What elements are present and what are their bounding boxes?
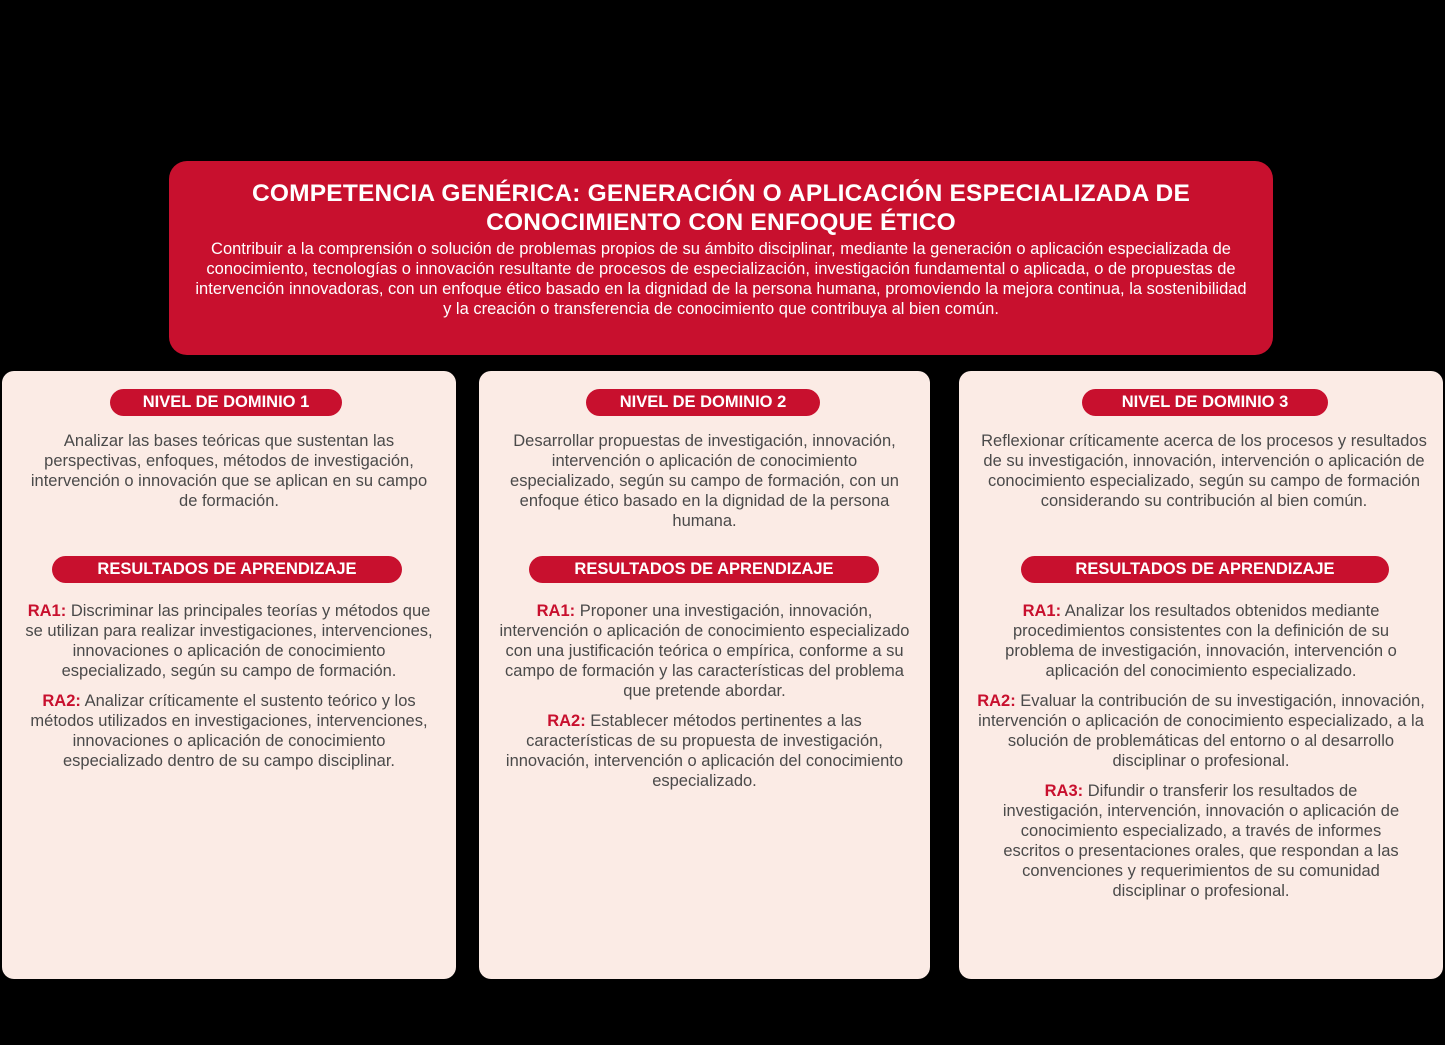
result-code: RA1: [1022,602,1062,620]
competencia-description: Contribuir a la comprensión o solución de problemas propios de su ámbito disciplinar, mediante la generación o aplicación especializada de conocimiento, tecnologías o innovación resultante de procesos de especialización, investigación fundamental o aplicada, o de propuestas de intervención innovadoras, con un enfoque ético basado en la dignidad de la persona humana, promoviendo la mejora continua, la sostenibilidad y la creación o transferencia de conocimiento que contribuya al bien común. [195,240,1247,318]
result-text: Proponer una investigación, innovación, intervención o aplicación de conocimiento especializado con una justificación teórica o empírica, conforme a su campo de formación y las características del problema que pretende abordar. [499,602,910,700]
result-code: RA2: [547,712,586,730]
result-code: RA1: [536,602,576,620]
level-3-title: NIVEL DE DOMINIO 3 [1082,389,1328,416]
result-text: Analizar críticamente el sustento teórico y los métodos utilizados en investigaciones, intervenciones, innovaciones o aplicación de conocimiento especializado dentro de su campo disciplinar. [30,692,428,770]
level-2-results-title: RESULTADOS DE APRENDIZAJE [529,556,879,583]
level-1-results [24,601,434,781]
result-text: Evaluar la contribución de su investigación, innovación, intervención o aplicación de conocimiento especializado, a la solución de problemáticas del entorno o al desarrollo disciplinar o profesional. [978,692,1425,770]
competencia-box [169,161,1273,355]
level-1-results-title: RESULTADOS DE APRENDIZAJE [52,556,402,583]
level-3-result-3 [977,781,1425,901]
result-code: RA2: [977,692,1016,710]
level-2-result-1 [495,601,914,701]
level-2-result-2 [495,711,914,791]
level-1-description: Analizar las bases teóricas que sustentan las perspectivas, enfoques, métodos de investigación, intervención o innovación que se aplican en su campo de formación. [30,432,428,510]
result-code: RA2: [42,692,81,710]
level-1-title: NIVEL DE DOMINIO 1 [110,389,342,416]
level-3-result-1 [977,601,1425,681]
result-text: Difundir o transferir los resultados de investigación, intervención, innovación o aplicación de conocimiento especializado, a través de informes escritos o presentaciones orales, que respondan a las convenciones y requerimientos de su comunidad disciplinar o profesional. [1002,782,1400,900]
competencia-title: COMPETENCIA GENÉRICA: GENERACIÓN O APLICACIÓN ESPECIALIZADA DE CONOCIMIENTO CON ENFOQUE ÉTICO [251,180,1190,236]
level-3-card [959,371,1443,979]
level-2-description: Desarrollar propuestas de investigación, innovación, intervención o aplicación de conocimiento especializado, según su campo de formación, con un enfoque ético basado en la dignidad de la persona humana. [510,432,899,530]
result-text: Discriminar las principales teorías y métodos que se utilizan para realizar investigaciones, intervenciones, innovaciones o aplicación de conocimiento especializado, según su campo de formación. [25,602,433,680]
result-code: RA3: [1044,782,1084,800]
level-3-description: Reflexionar críticamente acerca de los procesos y resultados de su investigación, innovación, intervención o aplicación de conocimiento especializado, según su campo de formación considerando su contribución al bien común. [981,432,1427,510]
result-text: Establecer métodos pertinentes a las características de su propuesta de investigación, innovación, intervención o aplicación del conocimiento especializado. [505,712,904,790]
level-3-result-2 [977,691,1425,771]
level-3-results-title: RESULTADOS DE APRENDIZAJE [1021,556,1389,583]
level-2-title: NIVEL DE DOMINIO 2 [586,389,820,416]
level-3-results [977,601,1425,911]
level-1-result-1 [24,601,434,681]
result-text: Analizar los resultados obtenidos mediante procedimientos consistentes con la definición de su problema de investigación, innovación, intervención o aplicación del conocimiento especializado. [1005,602,1397,680]
result-code: RA1: [27,602,67,620]
level-2-results [495,601,914,801]
level-1-card [2,371,456,979]
level-2-card [479,371,930,979]
level-1-result-2 [24,691,434,771]
